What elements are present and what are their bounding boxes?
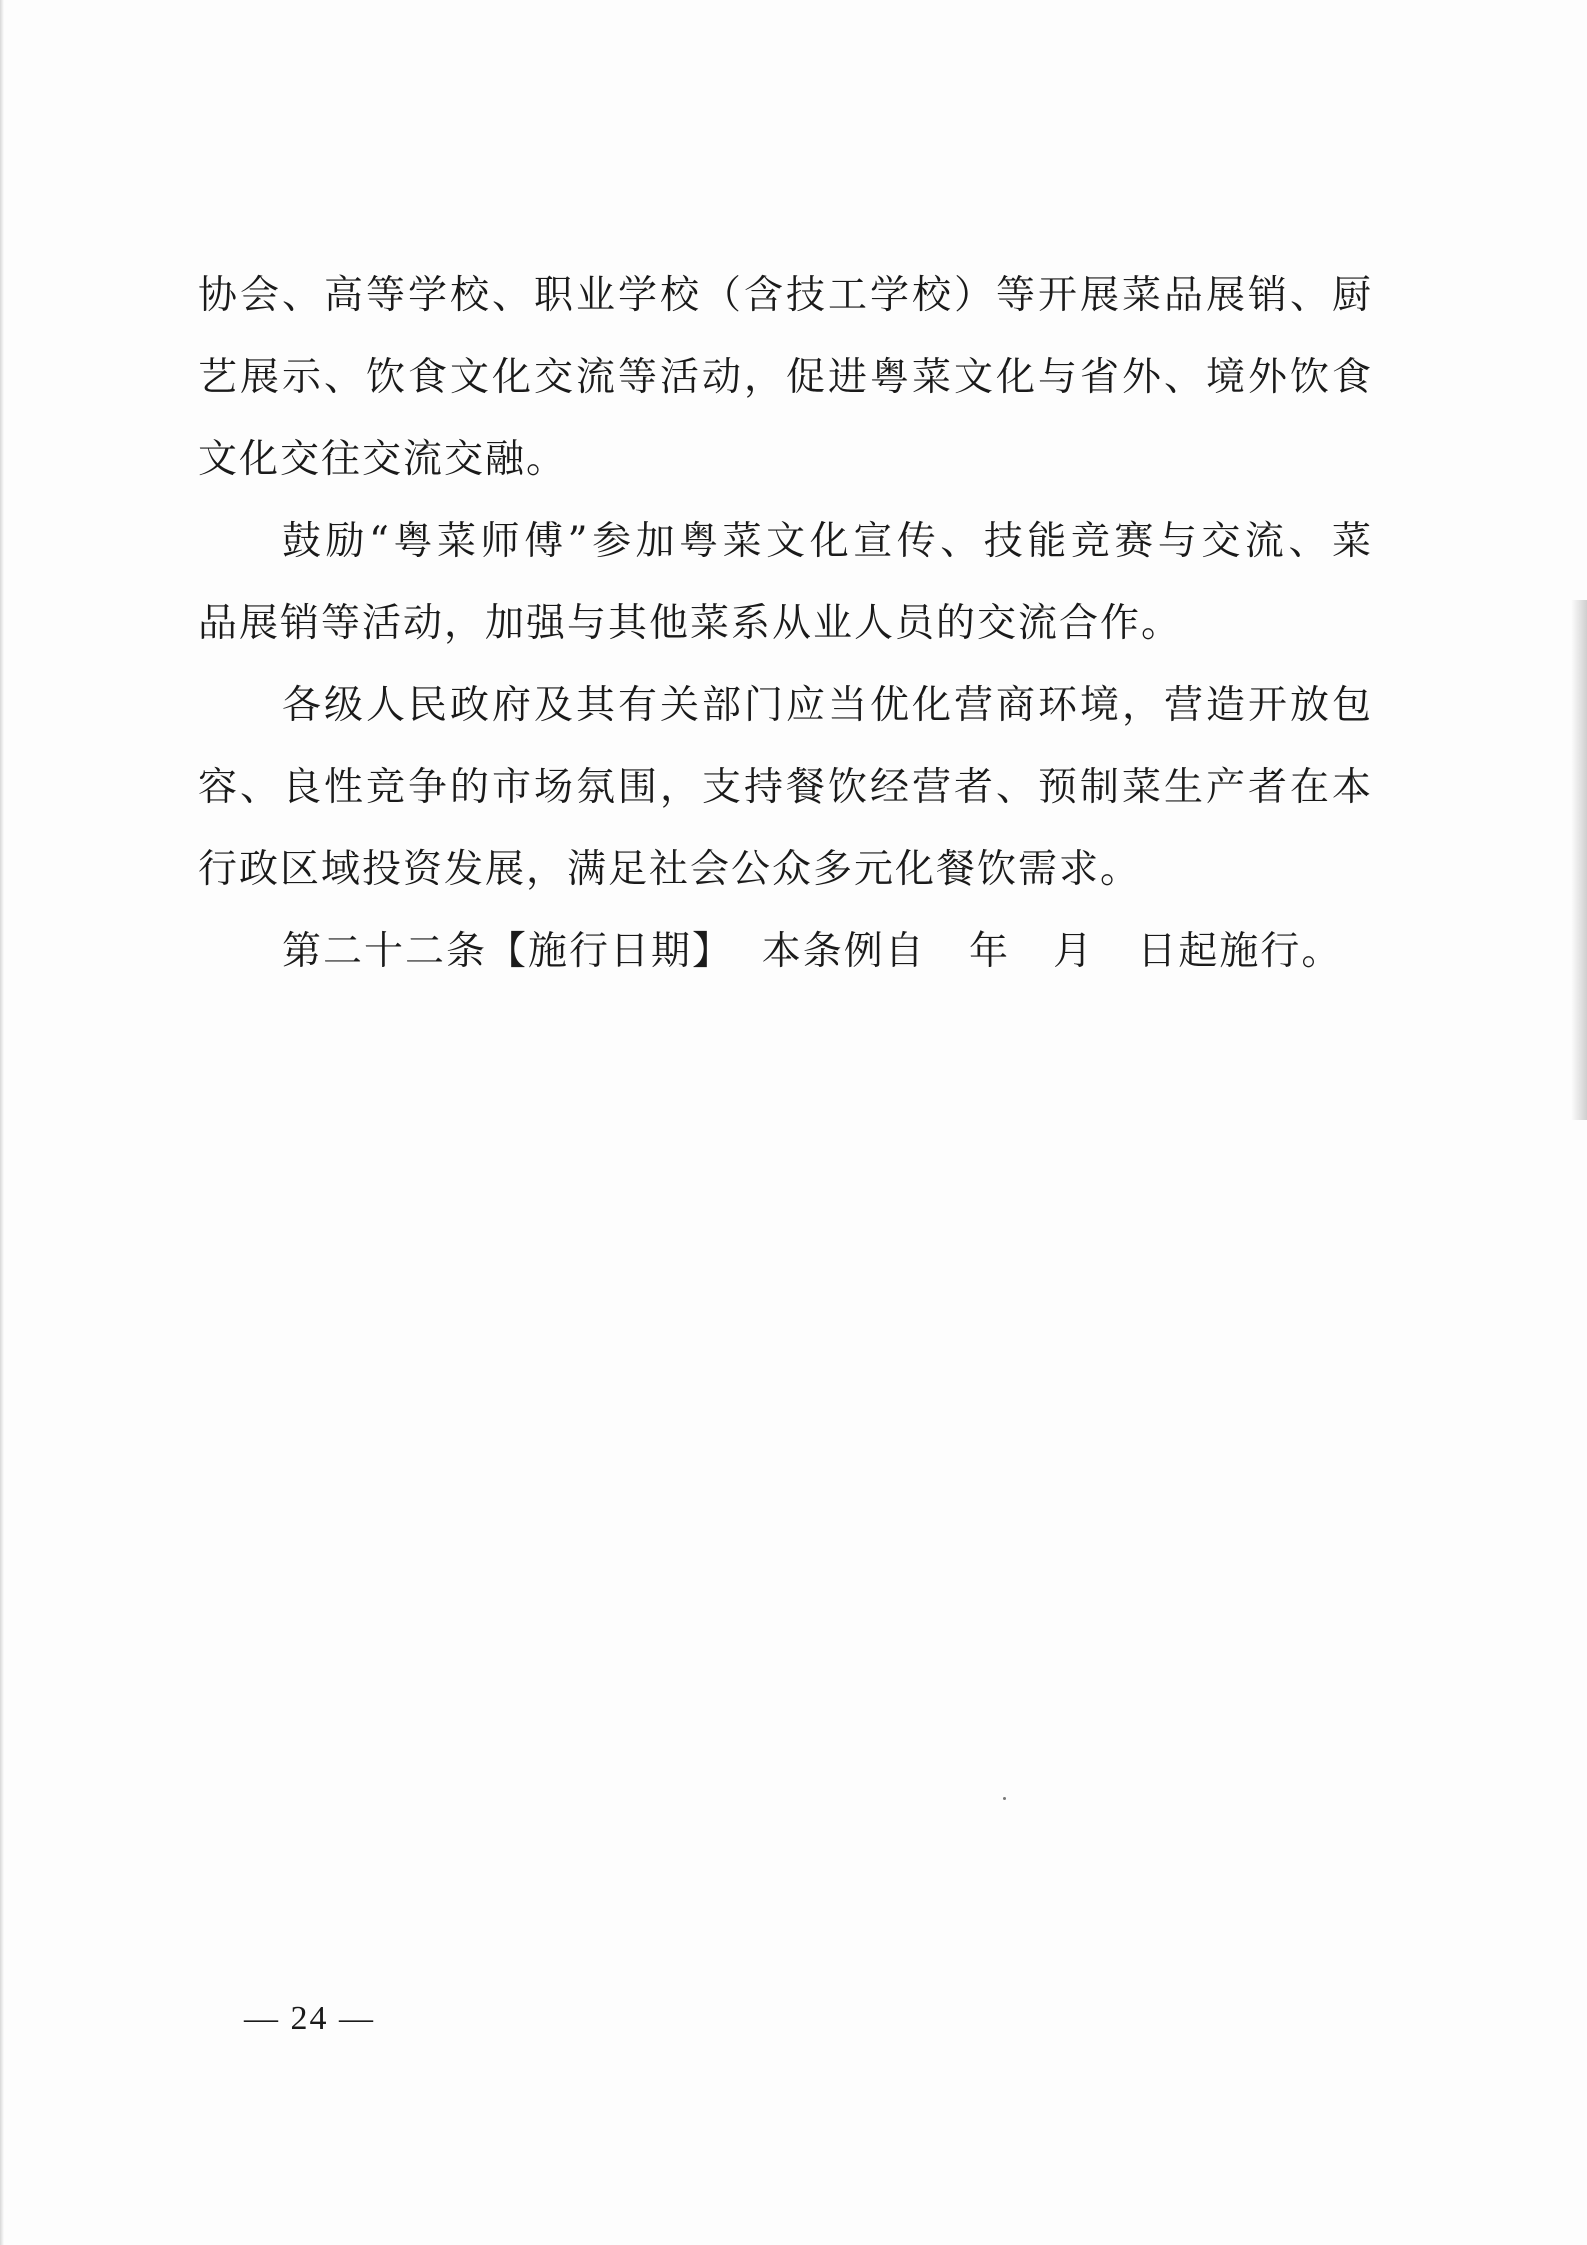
text-line: 文化交往交流交融。: [198, 437, 568, 482]
scan-speck: [1003, 1797, 1006, 1800]
text-line: 鼓励“粤菜师傅”参加粤菜文化宣传、技能竞赛与交流、菜: [282, 519, 1373, 564]
text-line: 容、良性竞争的市场氛围，支持餐饮经营者、预制菜生产者在本: [198, 765, 1373, 810]
text-line: 协会、高等学校、职业学校（含技工学校）等开展菜品展销、厨: [198, 273, 1373, 318]
text-line: 各级人民政府及其有关部门应当优化营商环境，营造开放包: [282, 683, 1373, 728]
text-line: 品展销等活动，加强与其他菜系从业人员的交流合作。: [198, 601, 1183, 646]
scan-edge-left: [0, 0, 4, 2245]
text-line: 行政区域投资发展，满足社会公众多元化餐饮需求。: [198, 847, 1142, 892]
body-text: [198, 272, 1373, 1010]
scan-edge-right: [1571, 600, 1587, 1120]
page-number: — 24 —: [244, 2000, 375, 2037]
text-line: 艺展示、饮食文化交流等活动，促进粤菜文化与省外、境外饮食: [198, 355, 1373, 400]
article-22-line: 第二十二条【施行日期】 本条例自 年 月 日起施行。: [282, 929, 1343, 974]
